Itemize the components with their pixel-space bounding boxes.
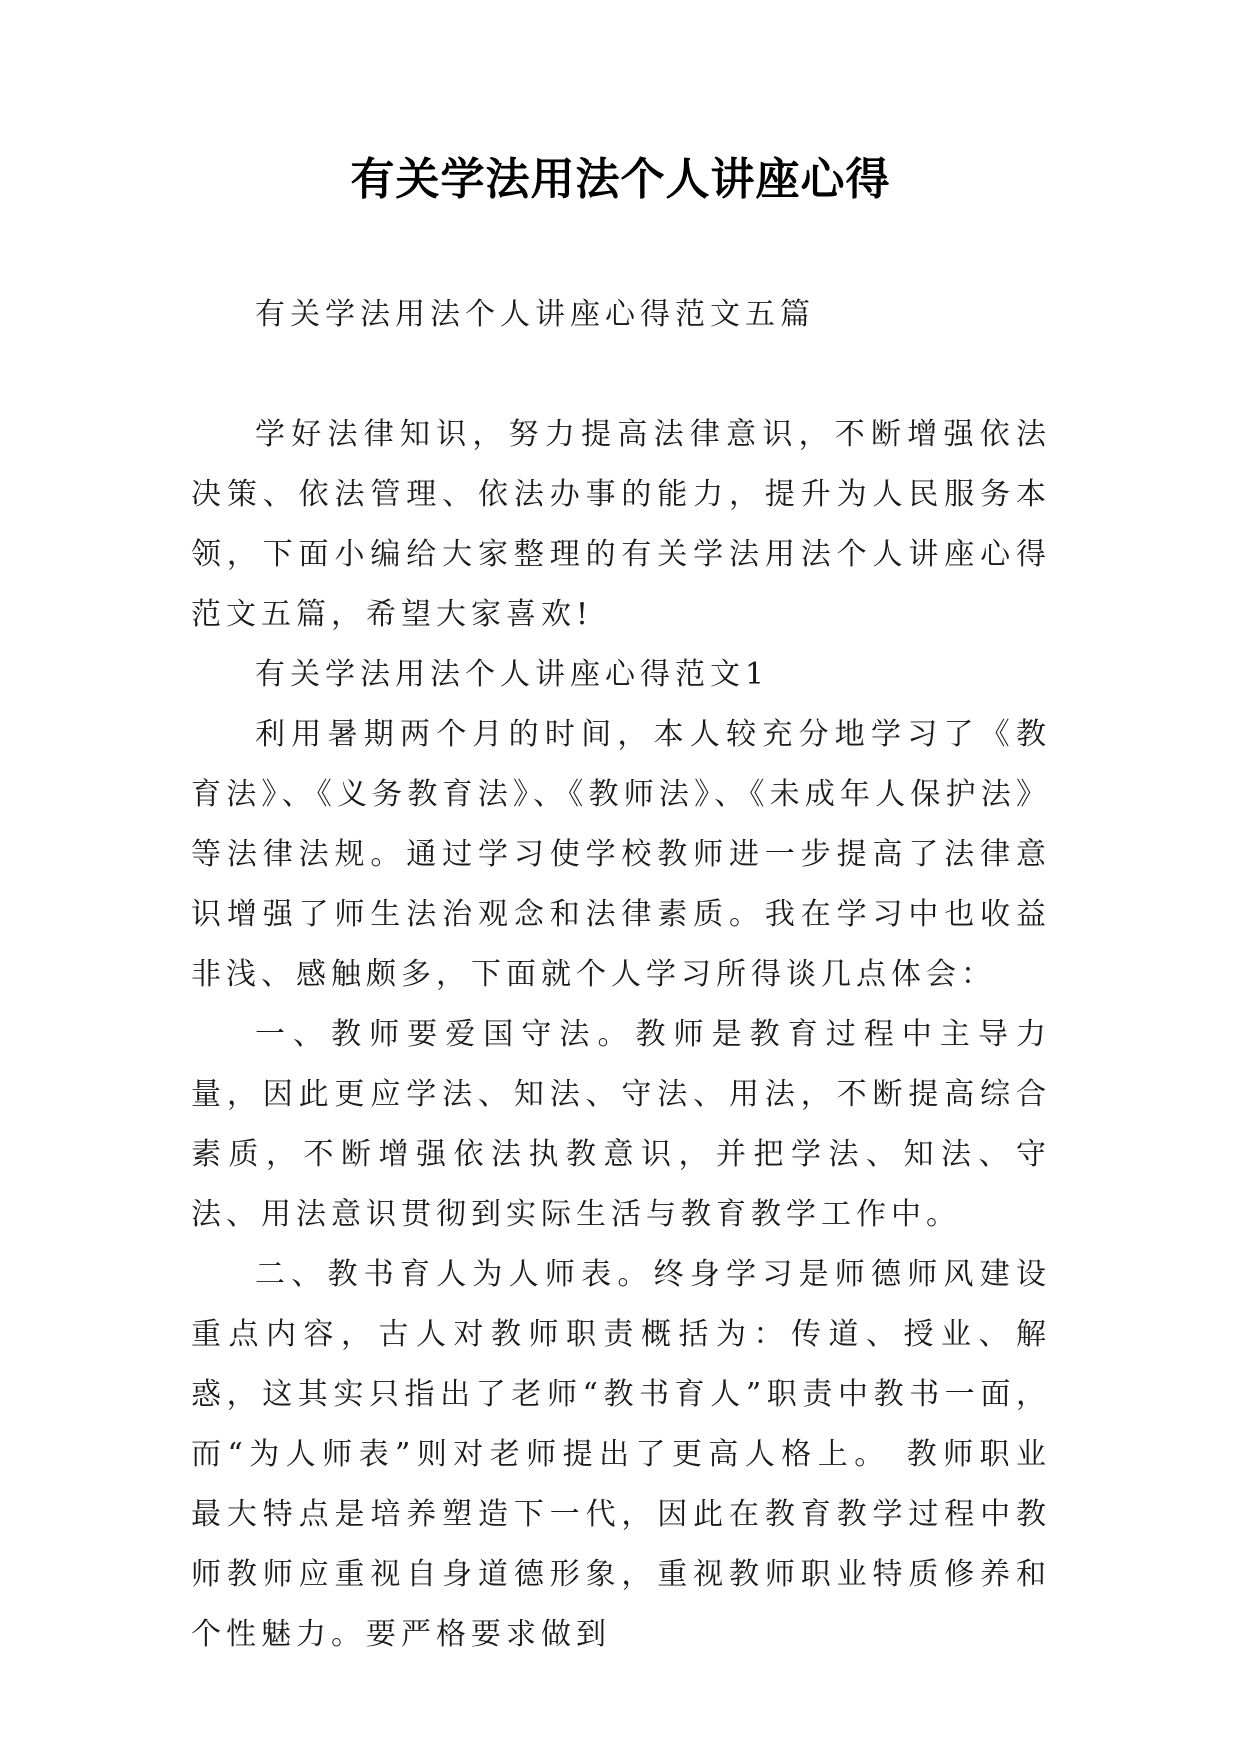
document-subtitle: 有关学法用法个人讲座心得范文五篇 (255, 297, 815, 332)
body-paragraph-2: 一、教师要爱国守法。教师是教育过程中主导力量，因此更应学法、知法、守法、用法，不断提高综合素质，不断增强依法执教意识，并把学法、知法、守法、用法意识贯彻到实际生活与教育教学工作中。 (191, 1017, 1051, 1232)
intro-paragraph: 学好法律知识，努力提高法律意识，不断增强依法决策、依法管理、依法办事的能力，提升为人民服务本领，下面小编给大家整理的有关学法用法个人讲座心得范文五篇，希望大家喜欢! (191, 417, 1051, 632)
body-paragraph-3: 二、教书育人为人师表。终身学习是师德师风建设重点内容，古人对教师职责概括为：传道、授业、解惑，这其实只指出了老师“教书育人”职责中教书一面，而“为人师表”则对老师提出了更高人格上。 教师职业最大特点是培养塑造下一代，因此在教育教学过程中教师教师应重视自身道德形象，重视教师职业特质修养和个性魅力。要严格要求做到 (191, 1257, 1051, 1652)
body-paragraph-1: 利用暑期两个月的时间，本人较充分地学习了《教育法》、《义务教育法》、《教师法》、《未成年人保护法》等法律法规。通过学习使学校教师进一步提高了法律意识增强了师生法治观念和法律素质。我在学习中也收益非浅、感触颇多，下面就个人学习所得谈几点体会： (191, 717, 1051, 992)
document-title: 有关学法用法个人讲座心得 (350, 154, 891, 205)
document-body (191, 285, 1051, 1665)
section-heading-1: 有关学法用法个人讲座心得范文1 (255, 657, 770, 692)
